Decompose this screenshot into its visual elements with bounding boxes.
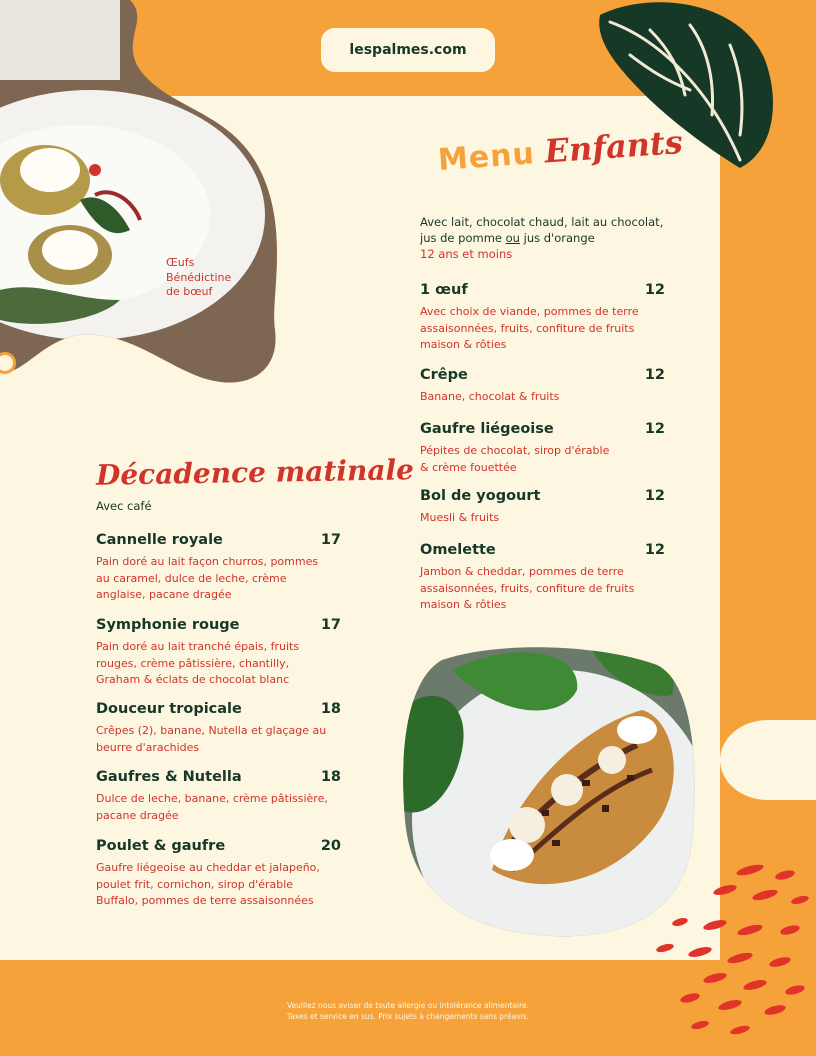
- item-name: Symphonie rouge: [96, 617, 240, 633]
- item-name: Bol de yogourt: [420, 488, 541, 504]
- item-price: 20: [320, 838, 341, 854]
- menu-item: Gaufre liégeoise 12 Pépites de chocolat, sirop d'érable & crème fouettée: [420, 421, 665, 474]
- kids-menu-intro: Avec lait, chocolat chaud, lait au chocolat, jus de pomme ou jus d'orange 12 ans et moins: [420, 214, 690, 262]
- menu-item: 1 œuf 12 Avec choix de viande, pommes de terre assaisonnées, fruits, confiture de fruits maison & rôties: [420, 282, 665, 351]
- item-name: Gaufres & Nutella: [96, 769, 242, 785]
- menu-item: Bol de yogourt 12 Muesli & fruits: [420, 488, 665, 524]
- item-name: 1 œuf: [420, 282, 468, 298]
- item-price: 18: [320, 769, 341, 785]
- menu-item: Poulet & gaufre 20 Gaufre liégeoise au cheddar et jalapeño, poulet frit, cornichon, sirop d'érable Buffalo, pommes de terre assaisonnées: [96, 838, 341, 907]
- kids-menu-title-word2: Enfants: [543, 122, 684, 171]
- item-name: Poulet & gaufre: [96, 838, 226, 854]
- item-price: 12: [644, 282, 665, 298]
- item-name: Crêpe: [420, 367, 468, 383]
- eggs-photo-caption: Œufs Bénédictine de bœuf: [166, 256, 232, 298]
- website-url[interactable]: lespalmes.com: [321, 28, 495, 72]
- kids-age-note: 12 ans et moins: [420, 247, 513, 261]
- menu-item: Symphonie rouge 17 Pain doré au lait tranché épais, fruits rouges, crème pâtissière, chantilly, Graham & éclats de chocolat blanc: [96, 617, 341, 686]
- item-price: 12: [644, 367, 665, 383]
- item-price: 12: [644, 542, 665, 558]
- allergy-notice: Veuillez nous aviser de toute allergie ou intolérance alimentaire. Taxes et service en sus. Prix sujets à changements sans préavis.: [286, 1001, 530, 1021]
- brush-splash-decoration: [640, 850, 816, 1040]
- item-name: Cannelle royale: [96, 532, 223, 548]
- menu-item: Cannelle royale 17 Pain doré au lait façon churros, pommes au caramel, dulce de leche, crème anglaise, pacane dragée: [96, 532, 341, 601]
- menu-item: Crêpe 12 Banane, chocolat & fruits: [420, 367, 665, 403]
- item-price: 12: [644, 421, 665, 437]
- kids-menu-title-word1: Menu: [436, 136, 537, 178]
- item-name: Douceur tropicale: [96, 701, 242, 717]
- menu-item: Gaufres & Nutella 18 Dulce de leche, banane, crème pâtissière, pacane dragée: [96, 769, 341, 822]
- item-price: 17: [320, 532, 341, 548]
- item-name: Omelette: [420, 542, 496, 558]
- decadence-title: Décadence matinale: [95, 453, 415, 492]
- decadence-subtitle: Avec café: [96, 499, 152, 513]
- item-name: Gaufre liégeoise: [420, 421, 554, 437]
- item-price: 17: [320, 617, 341, 633]
- cream-flower-shape: [720, 720, 816, 800]
- eggs-benedict-photo: [0, 0, 290, 390]
- menu-item: Douceur tropicale 18 Crêpes (2), banane, Nutella et glaçage au beurre d'arachides: [96, 701, 341, 754]
- item-price: 12: [644, 488, 665, 504]
- item-price: 18: [320, 701, 341, 717]
- menu-item: Omelette 12 Jambon & cheddar, pommes de terre assaisonnées, fruits, confiture de fruits maison & rôties: [420, 542, 665, 611]
